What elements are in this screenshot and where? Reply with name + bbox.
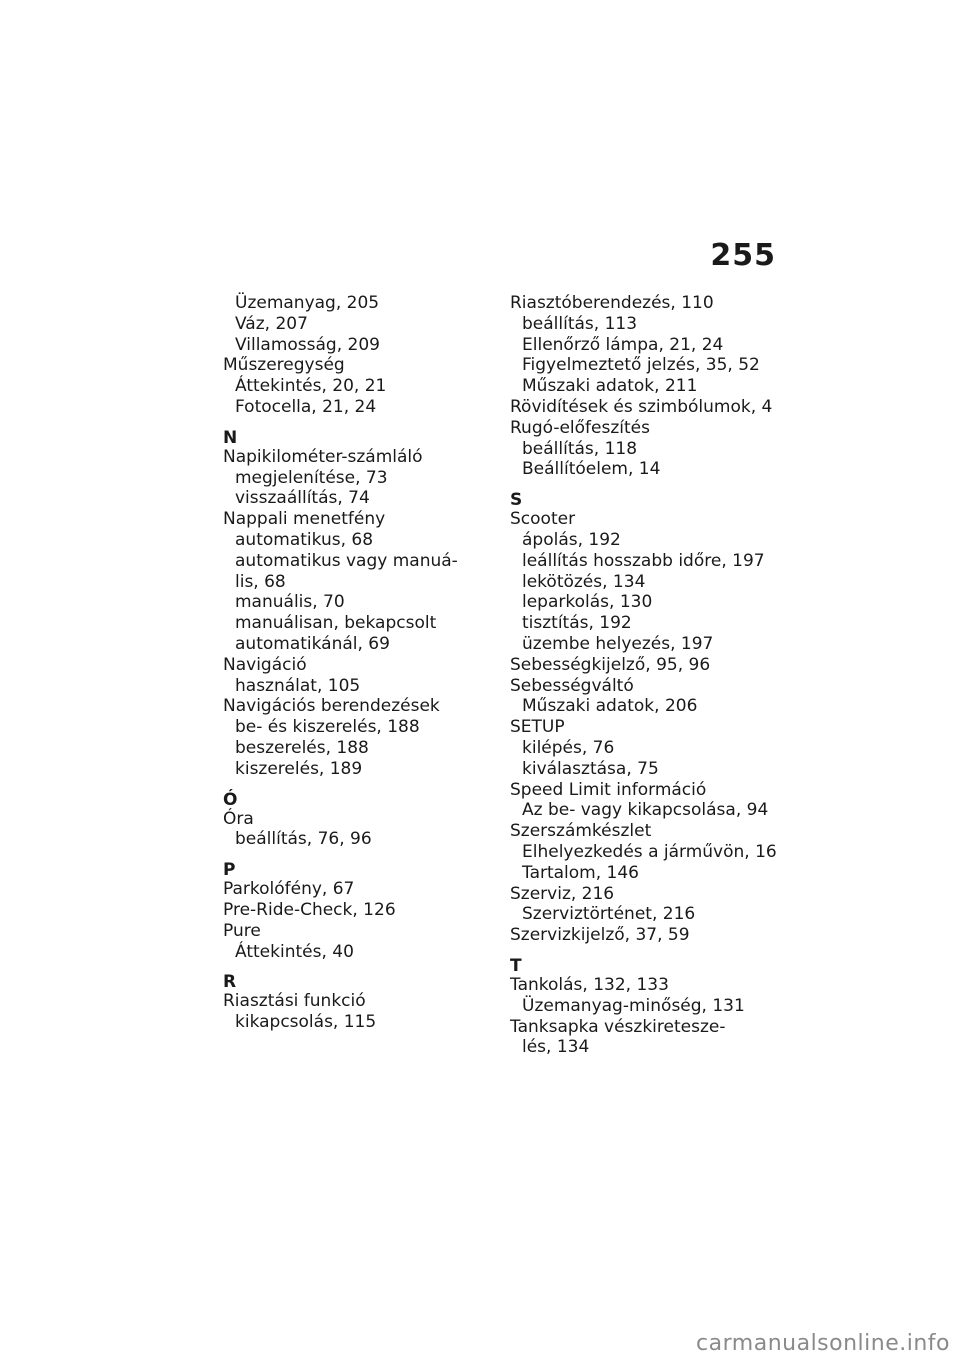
index-subentry: lés, 134: [522, 1037, 590, 1058]
index-column-left: [223, 293, 473, 1033]
index-subentry: manuálisan, bekapcsolt: [235, 613, 437, 634]
index-entry: Sebességváltó: [510, 675, 634, 696]
index-subentry: lis, 68: [235, 571, 286, 592]
index-subentry: beszerelés, 188: [235, 737, 369, 758]
index-subentry: Az be- vagy kikapcsolása, 94: [522, 800, 769, 821]
index-entry: Szerszámkészlet: [510, 821, 652, 842]
index-entry: Műszeregység: [223, 355, 345, 376]
index-subentry: Műszaki adatok, 211: [522, 376, 698, 397]
index-entry: Rugó-előfeszítés: [510, 417, 650, 438]
index-subentry: beállítás, 113: [522, 313, 638, 334]
index-entry: Riasztóberendezés, 110: [510, 293, 714, 313]
index-entry: Navigáció: [223, 654, 307, 675]
index-subentry: Műszaki adatok, 206: [522, 696, 698, 717]
index-entry: Tanksapka vészkiretesze-: [510, 1016, 726, 1037]
index-subentry: lekötözés, 134: [522, 571, 646, 592]
index-entry: Parkolófény, 67: [223, 879, 355, 900]
index-subentry: kikapcsolás, 115: [235, 1012, 377, 1033]
index-column-right: [510, 293, 777, 1058]
index-subentry: automatikus vagy manuá-: [235, 550, 458, 571]
index-entry: Napikilométer-számláló: [223, 446, 423, 467]
index-letter-heading: T: [510, 955, 522, 976]
index-entry: SETUP: [510, 717, 565, 738]
index-entry: Riasztási funkció: [223, 991, 366, 1012]
index-subentry: üzembe helyezés, 197: [522, 633, 714, 654]
index-subentry: leparkolás, 130: [522, 592, 653, 613]
index-subentry: megjelenítése, 73: [235, 467, 388, 488]
index-subentry: Szerviztörténet, 216: [522, 904, 696, 925]
index-subentry: visszaállítás, 74: [235, 488, 370, 509]
index-subentry: használat, 105: [235, 675, 361, 696]
index-entry: Scooter: [510, 509, 576, 530]
index-subentry: Üzemanyag-minőség, 131: [522, 995, 745, 1016]
index-subentry: be- és kiszerelés, 188: [235, 717, 420, 738]
index-subentry: automatikus, 68: [235, 529, 374, 550]
index-subentry: Fotocella, 21, 24: [235, 396, 377, 417]
index-entry: Óra: [223, 808, 254, 829]
index-subentry: Beállítóelem, 14: [522, 459, 661, 480]
index-entry: Szervizkijelző, 37, 59: [510, 925, 690, 946]
index-entry: Szerviz, 216: [510, 883, 615, 904]
index-subentry: automatikánál, 69: [235, 633, 390, 654]
index-subentry: Elhelyezkedés a járművön, 16: [522, 841, 777, 862]
index-entry: Pre-Ride-Check, 126: [223, 899, 396, 920]
index-entry: Tankolás, 132, 133: [510, 974, 669, 995]
watermark-text: carmanualsonline.info: [696, 1331, 950, 1356]
index-entry: Speed Limit információ: [510, 779, 707, 800]
index-letter-heading: Ó: [223, 789, 238, 810]
index-subentry: Üzemanyag, 205: [235, 293, 380, 313]
index-letter-heading: R: [223, 972, 237, 993]
index-subentry: ápolás, 192: [522, 529, 621, 550]
index-entry: Rövidítések és szimbólumok, 4: [510, 396, 773, 417]
index-subentry: beállítás, 118: [522, 438, 638, 459]
index-entry: Navigációs berendezések: [223, 696, 440, 717]
index-subentry: kiválasztása, 75: [522, 758, 659, 779]
index-subentry: Tartalom, 146: [522, 862, 639, 883]
index-entry: Pure: [223, 920, 261, 941]
index-subentry: kilépés, 76: [522, 737, 615, 758]
index-subentry: beállítás, 76, 96: [235, 829, 372, 850]
index-subentry: Áttekintés, 20, 21: [235, 376, 387, 397]
index-subentry: Áttekintés, 40: [235, 941, 354, 962]
index-subentry: tisztítás, 192: [522, 613, 632, 634]
index-entry: Nappali menetfény: [223, 509, 386, 530]
index-subentry: Váz, 207: [235, 313, 308, 334]
index-subentry: kiszerelés, 189: [235, 758, 363, 779]
index-entry: Sebességkijelző, 95, 96: [510, 654, 711, 675]
index-subentry: Villamosság, 209: [235, 334, 380, 355]
index-letter-heading: S: [510, 490, 523, 511]
page-number: 255: [710, 238, 776, 273]
index-subentry: leállítás hosszabb időre, 197: [522, 550, 765, 571]
index-letter-heading: N: [223, 427, 238, 448]
index-letter-heading: P: [223, 860, 236, 881]
index-subentry: Figyelmeztető jelzés, 35, 52: [522, 355, 760, 376]
index-subentry: manuális, 70: [235, 592, 345, 613]
index-subentry: Ellenőrző lámpa, 21, 24: [522, 334, 724, 355]
